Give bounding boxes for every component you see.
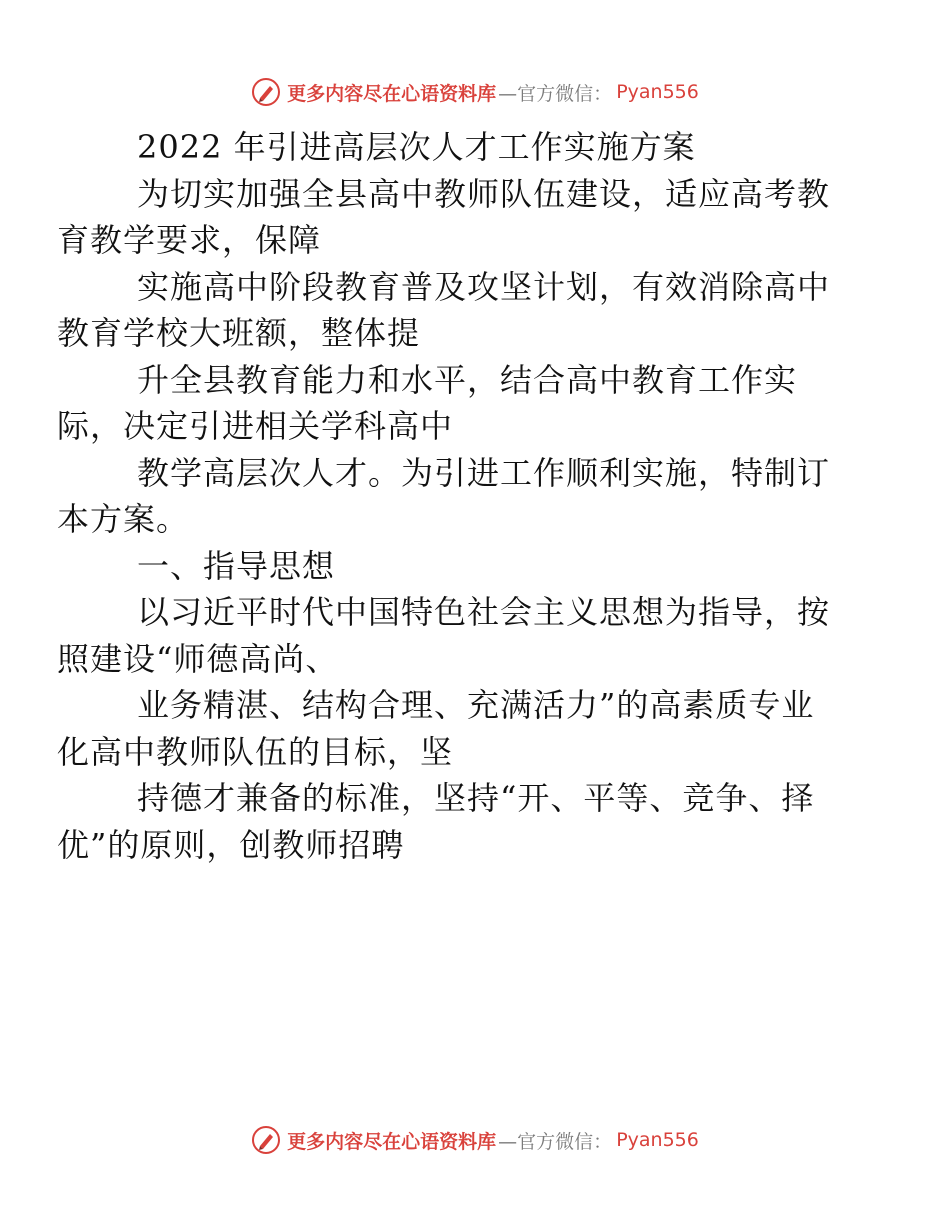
section-heading: [97, 543, 857, 590]
paragraph: [57, 682, 857, 775]
doc-line: 际，决定引进相关学科高中: [57, 407, 454, 445]
watermark-separator: —官方微信：: [498, 1130, 613, 1153]
doc-line: 2022 年引进高层次人才工作实施方案: [137, 128, 696, 166]
doc-title: [97, 124, 857, 171]
paragraph: [57, 589, 857, 682]
doc-line: 为切实加强全县高中教师队伍建设，适应高考教: [137, 174, 831, 213]
doc-line: 教育学校大班额，整体提: [57, 314, 421, 352]
doc-line: 持德才兼备的标准，坚持“开、平等、竞争、择: [137, 779, 815, 817]
doc-line: 照建设“师德高尚、: [57, 639, 339, 678]
paragraph: [57, 450, 857, 543]
doc-line: 育教学要求，保障: [57, 221, 322, 259]
watermark-text: 更多内容尽在心语资料库: [287, 82, 497, 105]
doc-line: 优”的原则，创教师招聘: [57, 825, 405, 864]
document-body: [57, 124, 857, 868]
paragraph: [57, 775, 857, 868]
doc-line: 以习近平时代中国特色社会主义思想为指导，按: [137, 593, 831, 631]
paragraph: [57, 264, 857, 357]
pen-logo-icon: [251, 77, 281, 107]
doc-line: 业务精湛、结构合理、充满活力”的高素质专业: [137, 686, 815, 724]
footer-watermark: [0, 1118, 950, 1162]
watermark-id: Pyan556: [616, 1129, 699, 1151]
doc-line: 实施高中阶段教育普及攻坚计划，有效消除高中: [137, 267, 831, 306]
doc-line: 本方案。: [57, 500, 190, 538]
doc-line: 化高中教师队伍的目标，坚: [57, 732, 454, 771]
doc-line: 教学高层次人才。为引进工作顺利实施，特制订: [137, 453, 831, 492]
paragraph: [57, 357, 857, 450]
paragraph: [57, 171, 857, 264]
watermark-id: Pyan556: [616, 81, 699, 103]
watermark-separator: —官方微信：: [498, 82, 613, 105]
watermark-text: 更多内容尽在心语资料库: [287, 1130, 497, 1153]
doc-line: 一、指导思想: [137, 546, 336, 585]
doc-line: 升全县教育能力和水平，结合高中教育工作实: [137, 360, 798, 399]
header-watermark: [0, 70, 950, 114]
pen-logo-icon: [251, 1125, 281, 1155]
